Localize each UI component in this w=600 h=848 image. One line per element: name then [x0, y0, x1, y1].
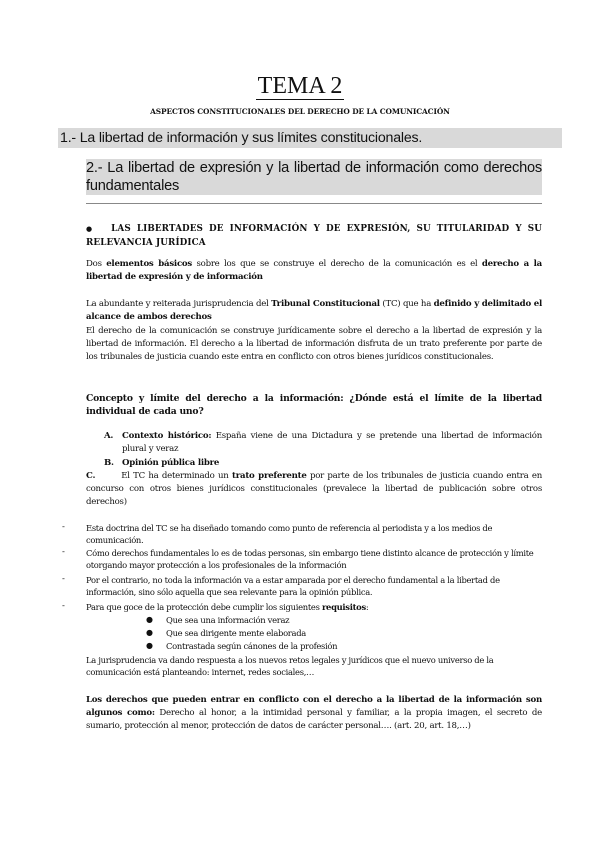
dash-item-3: Por el contrario, no toda la información va a estar amparada por el derecho fundamental a la libertad de información, sino sólo aquella que sea relevante para la opinión pública. — [86, 575, 500, 598]
paragraph-elementos: Dos elementos básicos sobre los que se construye el derecho de la comunicación es el derecho a la libertad de expresión y de información — [86, 259, 542, 282]
page-title: TEMA 2 — [257, 73, 343, 99]
dash-item-2: Cómo derechos fundamentales lo es de todas personas, sin embargo tiene distinto alcance de protección y límite otorgando mayor protección a los profesionales de la información — [86, 548, 534, 571]
section-heading-2: 2.- La libertad de expresión y la libertad de información como derechos fundamentales — [86, 160, 542, 194]
list-item-b: Opinión pública libre — [122, 458, 220, 468]
paragraph-jurisprudencia: La jurisprudencia va dando respuesta a los nuevos retos legales y jurídicos que el nuevo universo de la comunicación está planteando: internet, redes sociales,… — [86, 655, 494, 678]
req-item-3: Contrastada según cánones de la profesión — [166, 641, 338, 651]
paragraph-derecho: El derecho de la comunicación se construye jurídicamente sobre el derecho a la libertad de expresión y la libertad de información. El derecho a la libertad de información disfruta de un trato preferente por parte de los tribunales de justicia cuando este entra en conflicto con otros bienes jurídicos constitucionales. — [86, 326, 542, 362]
list-item-c: C. El TC ha determinado un trato preferente por parte de los tribunales de justicia cuando entra en concurso con otros bienes jurídicos constitucionales (prevalece la libertad de publicación sobre otros derechos) — [86, 471, 543, 507]
concept-heading: Concepto y límite del derecho a la información: ¿Dónde está el límite de la libertad individual de cada uno? — [86, 393, 542, 417]
bullet-heading: ● LAS LIBERTADES DE INFORMACIÓN Y DE EXPRESIÓN, SU TITULARIDAD Y SU RELEVANCIA JURÍDICA — [86, 224, 542, 248]
dash-1-mark: - — [62, 522, 65, 532]
bullet-icon: ● — [86, 224, 96, 233]
list-item-a: Contexto histórico: España viene de una Dictadura y se pretende una libertad de información plural y veraz — [122, 431, 542, 454]
dash-2-mark: - — [62, 547, 65, 557]
divider — [86, 203, 542, 204]
list-letter-a: A. — [104, 431, 114, 441]
req-item-2: Que sea dirigente mente elaborada — [166, 628, 306, 638]
dash-item-4: Para que goce de la protección debe cumplir los siguientes requisitos: — [86, 602, 369, 612]
dash-4-mark: - — [62, 601, 65, 611]
req-bullet-3: ● — [146, 641, 153, 650]
page-subtitle: ASPECTOS CONSTITUCIONALES DEL DERECHO DE LA COMUNICACIÓN — [150, 107, 450, 116]
dash-3-mark: - — [62, 574, 65, 584]
dash-item-1: Esta doctrina del TC se ha diseñado tomando como punto de referencia al periodista y a los medios de comunicación. — [86, 523, 493, 546]
req-item-1: Que sea una información veraz — [166, 615, 290, 625]
paragraph-conflicto: Los derechos que pueden entrar en conflicto con el derecho a la libertad de la información son algunos como: Derecho al honor, a la intimidad personal y familiar, a la propia imagen, el secreto de sumario, protección al menor, protección de datos de carácter personal…. (art. 20, art. 18,…) — [86, 695, 542, 731]
section-heading-1: 1.- La libertad de información y sus límites constitucionales. — [58, 128, 562, 148]
req-bullet-2: ● — [146, 628, 153, 637]
paragraph-tribunal: La abundante y reiterada jurisprudencia del Tribunal Constitucional (TC) que ha definido y delimitado el alcance de ambos derechos — [86, 299, 542, 322]
req-bullet-1: ● — [146, 615, 153, 624]
list-letter-b: B. — [104, 458, 114, 468]
